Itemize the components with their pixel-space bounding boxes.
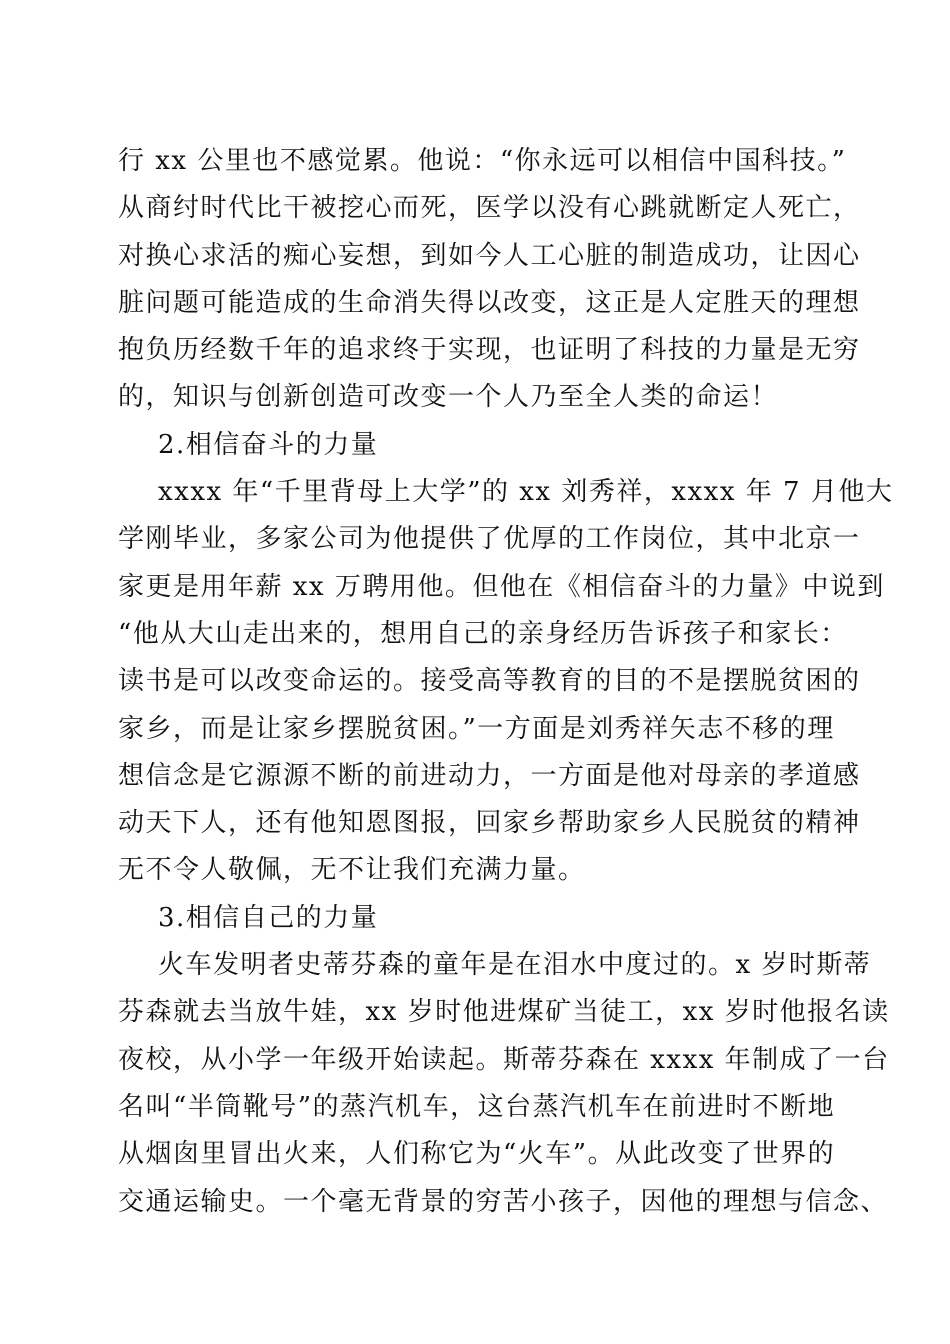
text-line: 想信念是它源源不断的前进动力，一方面是他对母亲的孝道感 [118,760,861,791]
text-line: 脏问题可能造成的生命消失得以改变，这正是人定胜天的理想 [118,287,861,318]
text-line: 交通运输史。一个毫无背景的穷苦小孩子，因他的理想与信念、 [118,1186,889,1217]
text-line: 家乡，而是让家乡摆脱贫困。”一方面是刘秀祥矢志不移的理 [118,713,835,744]
text-line: 家更是用年薪 xx 万聘用他。但他在《相信奋斗的力量》中说到 [118,571,885,602]
text-line: “他从大山走出来的，想用自己的亲身经历告诉孩子和家长： [118,618,848,649]
text-line: 学刚毕业，多家公司为他提供了优厚的工作岗位，其中北京一 [118,524,861,555]
text-line: 名叫“半筒靴号”的蒸汽机车，这台蒸汽机车在前进时不断地 [118,1091,836,1122]
text-line: 夜校，从小学一年级开始读起。斯蒂芬森在 xxxx 年制成了一台 [118,1044,890,1075]
text-line: 从商纣时代比干被挖心而死，医学以没有心跳就断定人死亡， [118,193,861,224]
text-line: 芬森就去当放牛娃，xx 岁时他进煤矿当徒工，xx 岁时他报名读 [118,997,890,1028]
text-line: 对换心求活的痴心妄想，到如今人工心脏的制造成功，让因心 [118,240,861,271]
text-line: xxxx 年“千里背母上大学”的 xx 刘秀祥，xxxx 年 7 月他大 [158,477,894,508]
text-line: 抱负历经数千年的追求终于实现，也证明了科技的力量是无穷 [118,335,861,366]
section-heading: 2.相信奋斗的力量 [158,429,379,460]
text-line: 的，知识与创新创造可改变一个人乃至全人类的命运！ [118,382,779,413]
text-line: 从烟囱里冒出火来，人们称它为“火车”。从此改变了世界的 [118,1139,836,1170]
text-line: 读书是可以改变命运的。接受高等教育的目的不是摆脱贫困的 [118,666,861,697]
text-line: 动天下人，还有他知恩图报，回家乡帮助家乡人民脱贫的精神 [118,808,861,839]
text-line: 无不令人敬佩，无不让我们充满力量。 [118,855,586,886]
section-heading: 3.相信自己的力量 [158,902,379,933]
text-line: 火车发明者史蒂芬森的童年是在泪水中度过的。x 岁时斯蒂 [158,950,872,981]
body-text [118,138,894,1226]
text-line: 行 xx 公里也不感觉累。他说：“你永远可以相信中国科技。” [118,146,847,176]
